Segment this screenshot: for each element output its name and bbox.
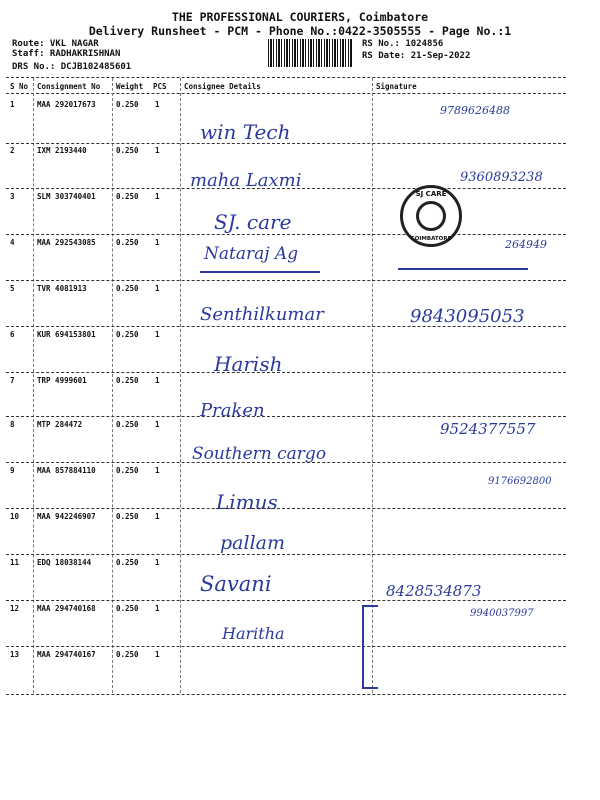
- row-consignment-no: MAA 292543085: [37, 238, 96, 247]
- row-consignee-handwriting: SJ. care: [214, 210, 292, 234]
- row-divider: [6, 416, 566, 417]
- row-consignee-handwriting: Savani: [200, 572, 272, 596]
- row-consignment-no: TRP 4999601: [37, 376, 87, 385]
- row-pcs: 1: [155, 238, 160, 247]
- row-divider: [6, 234, 566, 235]
- row-weight: 0.250: [116, 146, 139, 155]
- row-divider: [6, 280, 566, 281]
- row-consignee-handwriting: Senthilkumar: [200, 304, 324, 325]
- row-weight: 0.250: [116, 466, 139, 475]
- row-signature-phone: 264949: [505, 238, 547, 251]
- stamp-emblem: [416, 201, 446, 231]
- row-divider: [6, 694, 566, 695]
- row-sno: 9: [10, 466, 15, 475]
- row-consignment-no: SLM 303740401: [37, 192, 96, 201]
- stamp-top-text: SJ CARE: [415, 190, 447, 198]
- table-top-rule: [6, 77, 566, 78]
- row-sno: 10: [10, 512, 20, 521]
- row-divider: [6, 372, 566, 373]
- row-divider: [6, 462, 566, 463]
- row-pcs: 1: [155, 100, 160, 109]
- row-consignment-no: IXM 2193440: [37, 146, 87, 155]
- row-weight: 0.250: [116, 604, 139, 613]
- stamp-bottom-text: COIMBATORE: [410, 236, 452, 242]
- row-consignment-no: MAA 942246907: [37, 512, 96, 521]
- row-sno: 6: [10, 330, 15, 339]
- row-consignment-no: TVR 4081913: [37, 284, 87, 293]
- company-stamp: [400, 185, 462, 247]
- row-pcs: 1: [155, 558, 160, 567]
- row-pcs: 1: [155, 466, 160, 475]
- row-divider: [6, 188, 566, 189]
- row-sno: 3: [10, 192, 15, 201]
- row-pcs: 1: [155, 420, 160, 429]
- row-divider: [6, 646, 566, 647]
- row-consignee-handwriting: maha Laxmi: [190, 170, 302, 191]
- row-divider: [6, 508, 566, 509]
- row-signature-phone: 9524377557: [440, 420, 536, 438]
- row-signature-phone: 9176692800: [488, 476, 552, 487]
- row-consignment-no: MAA 292017673: [37, 100, 96, 109]
- row-weight: 0.250: [116, 330, 139, 339]
- col-consignment: Consignment No: [37, 82, 101, 91]
- row-sno: 13: [10, 650, 20, 659]
- row-divider: [6, 143, 566, 144]
- row-consignee-handwriting: Southern cargo: [192, 444, 327, 464]
- row-sno: 8: [10, 420, 15, 429]
- bracket-mark: [362, 605, 378, 689]
- row-weight: 0.250: [116, 192, 139, 201]
- row-consignee-handwriting: Harish: [214, 352, 283, 376]
- company-title: THE PROFESSIONAL COURIERS, Coimbatore: [171, 10, 429, 24]
- row-sno: 4: [10, 238, 15, 247]
- route-label: Route: VKL NAGAR: [12, 39, 99, 49]
- row-weight: 0.250: [116, 376, 139, 385]
- row-sno: 5: [10, 284, 15, 293]
- row-weight: 0.250: [116, 558, 139, 567]
- col-pcs: PCS: [153, 82, 167, 91]
- row-pcs: 1: [155, 650, 160, 659]
- row-consignee-handwriting: Nataraj Ag: [204, 244, 299, 264]
- row-divider: [6, 600, 566, 601]
- row-sno: 1: [10, 100, 15, 109]
- row-consignment-no: MTP 284472: [37, 420, 83, 429]
- row-signature-phone: 8428534873: [386, 582, 482, 600]
- row-consignment-no: MAA 294740167: [37, 650, 96, 659]
- staff-label: Staff: RADHAKRISHNAN: [12, 49, 121, 59]
- row-pcs: 1: [155, 376, 160, 385]
- row-divider: [6, 554, 566, 555]
- row-consignee-handwriting: Praken: [200, 400, 265, 421]
- row-pcs: 1: [155, 330, 160, 339]
- row-sno: 12: [10, 604, 20, 613]
- row-signature-phone: 9789626488: [440, 104, 510, 117]
- row-consignment-no: EDQ 18038144: [37, 558, 92, 567]
- row-divider: [6, 326, 566, 327]
- row-signature-phone: 9843095053: [410, 306, 525, 327]
- row-weight: 0.250: [116, 420, 139, 429]
- barcode: [268, 39, 352, 67]
- row-signature-phone: 9940037997: [470, 608, 534, 619]
- row-weight: 0.250: [116, 100, 139, 109]
- strikethrough-mark: [398, 268, 528, 270]
- row-consignment-no: MAA 857884110: [37, 466, 96, 475]
- drs-number: DRS No.: DCJB102485601: [12, 62, 132, 72]
- row-consignee-handwriting: Limus: [216, 490, 278, 514]
- row-pcs: 1: [155, 512, 160, 521]
- row-consignment-no: KUR 694153801: [37, 330, 96, 339]
- row-pcs: 1: [155, 192, 160, 201]
- row-signature-phone: 9360893238: [460, 170, 543, 185]
- col-sno: S No: [10, 82, 29, 91]
- col-weight: Weight: [116, 82, 144, 91]
- row-consignment-no: MAA 294740168: [37, 604, 96, 613]
- rs-date: RS Date: 21-Sep-2022: [362, 51, 471, 61]
- row-weight: 0.250: [116, 284, 139, 293]
- row-sno: 7: [10, 376, 15, 385]
- row-consignee-handwriting: pallam: [220, 532, 285, 554]
- strikethrough-mark: [200, 271, 320, 273]
- rs-number: RS No.: 1024856: [362, 39, 444, 49]
- row-weight: 0.250: [116, 512, 139, 521]
- row-sno: 2: [10, 146, 15, 155]
- row-consignee-handwriting: Haritha: [222, 624, 285, 643]
- runsheet-subtitle: Delivery Runsheet - PCM - Phone No.:0422-3505555 - Page No.:1: [88, 24, 512, 38]
- row-weight: 0.250: [116, 238, 139, 247]
- table-header-rule: [6, 93, 566, 94]
- row-pcs: 1: [155, 604, 160, 613]
- col-consignee: Consignee Details: [184, 82, 261, 91]
- row-weight: 0.250: [116, 650, 139, 659]
- row-pcs: 1: [155, 284, 160, 293]
- row-pcs: 1: [155, 146, 160, 155]
- row-sno: 11: [10, 558, 20, 567]
- row-consignee-handwriting: win Tech: [200, 120, 291, 144]
- col-signature: Signature: [376, 82, 417, 91]
